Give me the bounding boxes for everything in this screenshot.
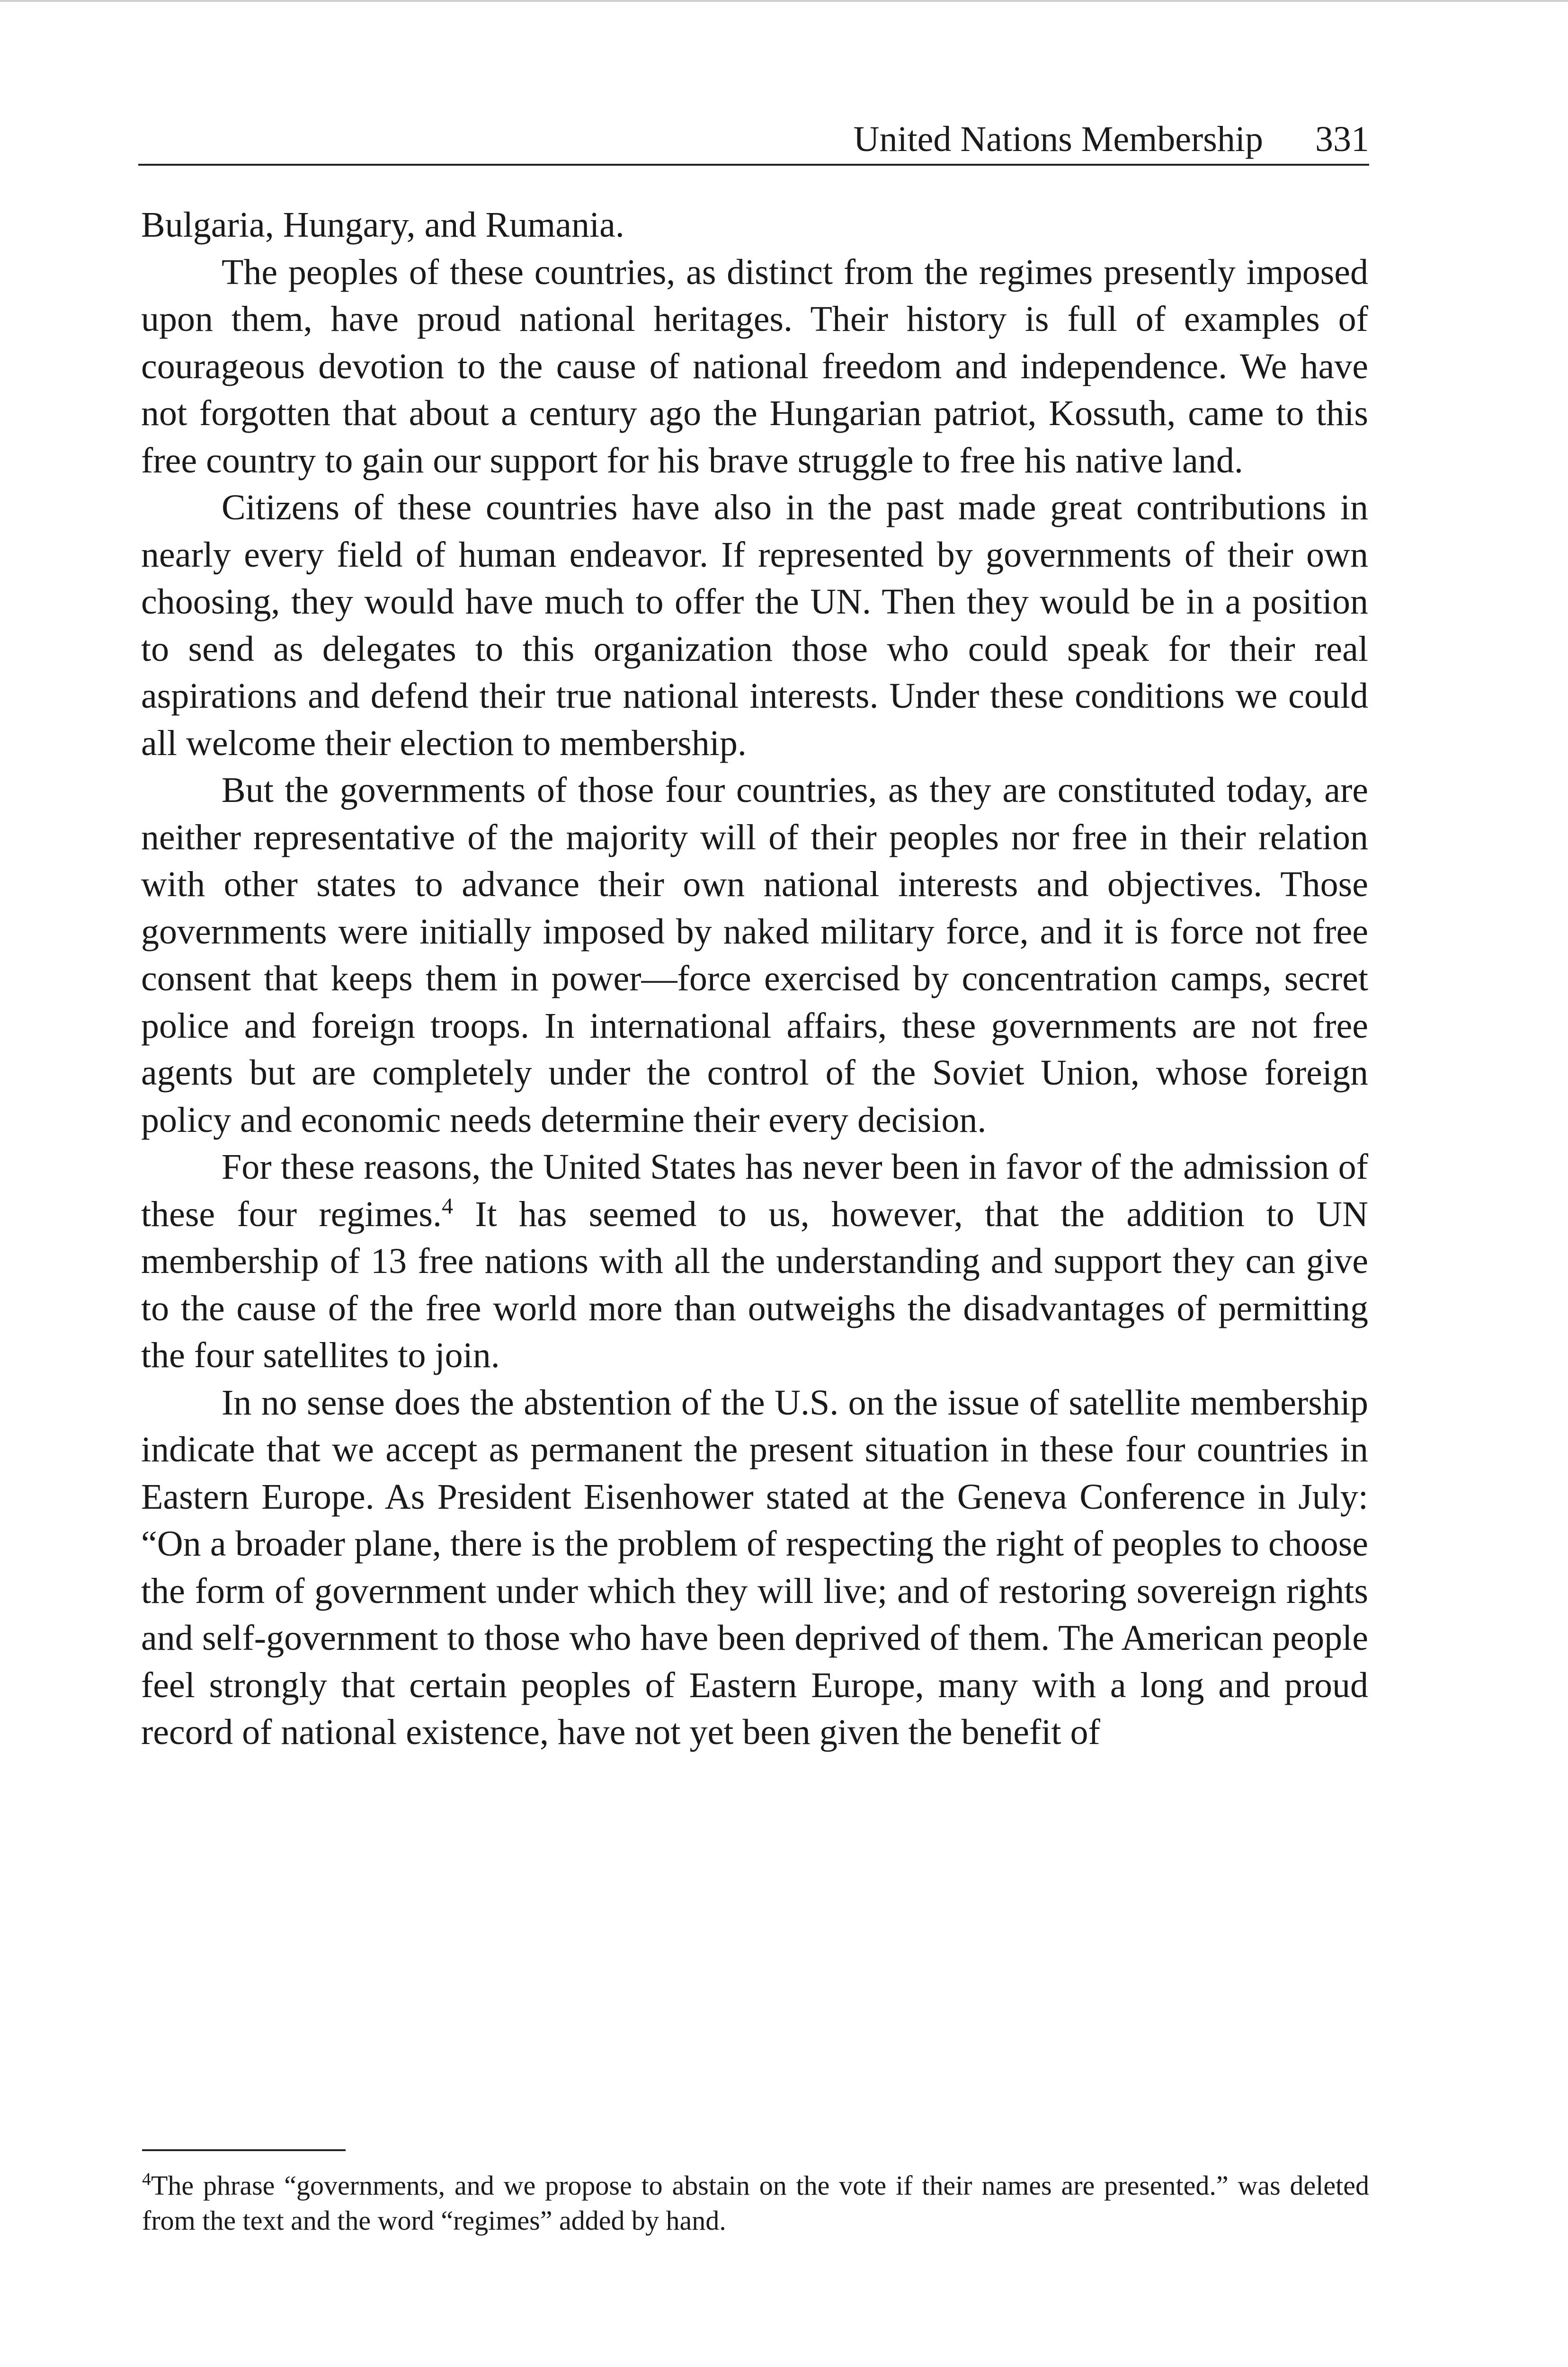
paragraph-governments-not-free: But the governments of those four countries, as they are constituted today, are neither representative of the majority will of their peoples nor free in their relation with other states to advance their own national interests and objectives. Those governments were initially imposed by naked military force, and it is force not free consent that keeps them in power—force exercised by concentration camps, secret police and foreign troops. In international affairs, these governments are not free agents but are completely under the control of the Soviet Union, whose foreign policy and economic needs determine their every decision. bbox=[141, 770, 1368, 1140]
footnote-marker: 4 bbox=[142, 2169, 151, 2189]
footnote bbox=[142, 2168, 1369, 2238]
page-number: 331 bbox=[1315, 119, 1369, 159]
running-header bbox=[138, 110, 1369, 166]
us-position-text-a: For these reasons, the United States has never been in favor of the admission of these four regimes. bbox=[141, 1147, 1368, 1234]
body-text bbox=[141, 202, 1368, 1756]
footnote-reference: 4 bbox=[441, 1193, 453, 1219]
footnote-rule bbox=[142, 2149, 346, 2151]
paragraph-abstention: In no sense does the abstention of the U.S. on the issue of satellite membership indicate that we accept as permanent the present situation in these four countries in Eastern Europe. As President Eisenhower stated at the Geneva Conference in July: “On a broader plane, there is the problem of respecting the right of peoples to choose the form of government under which they will live; and of restoring sovereign rights and self-government to those who have been deprived of them. The American people feel strongly that certain peoples of Eastern Europe, many with a long and proud record of national existence, have not yet been given the benefit of bbox=[141, 1382, 1368, 1752]
paragraph-continuation: Bulgaria, Hungary, and Rumania. bbox=[141, 205, 624, 245]
us-position-text-b: It has seemed to us, however, that the addition to UN membership of 13 free nations with all the understanding and support they can give to the cause of the free world more than outweighs the disadvantages of permitting the four satellites to join. bbox=[141, 1194, 1369, 1375]
top-edge-rule bbox=[0, 0, 1568, 2]
paragraph-national-heritages: The peoples of these countries, as distinct from the regimes presently imposed upon them, have proud national heritages. Their history is full of examples of courageous devotion to the cause of national freedom and independence. We have not forgotten that about a century ago the Hungarian patriot, Kossuth, came to this free country to gain our support for his brave struggle to free his native land. bbox=[141, 252, 1368, 481]
paragraph-citizens-contributions: Citizens of these countries have also in the past made great contributions in nearly every field of human endeavor. If represented by governments of their own choosing, they would have much to offer the UN. Then they would be in a position to send as delegates to this organization those who could speak for their real aspirations and defend their true national interests. Under these conditions we could all welcome their election to membership. bbox=[141, 488, 1368, 763]
paragraph-us-position bbox=[141, 1144, 1368, 1379]
footnote-text: The phrase “governments, and we propose to abstain on the vote if their names are presented.” was deleted from the text and the word “regimes” added by hand. bbox=[142, 2170, 1369, 2236]
running-title: United Nations Membership bbox=[853, 119, 1263, 159]
